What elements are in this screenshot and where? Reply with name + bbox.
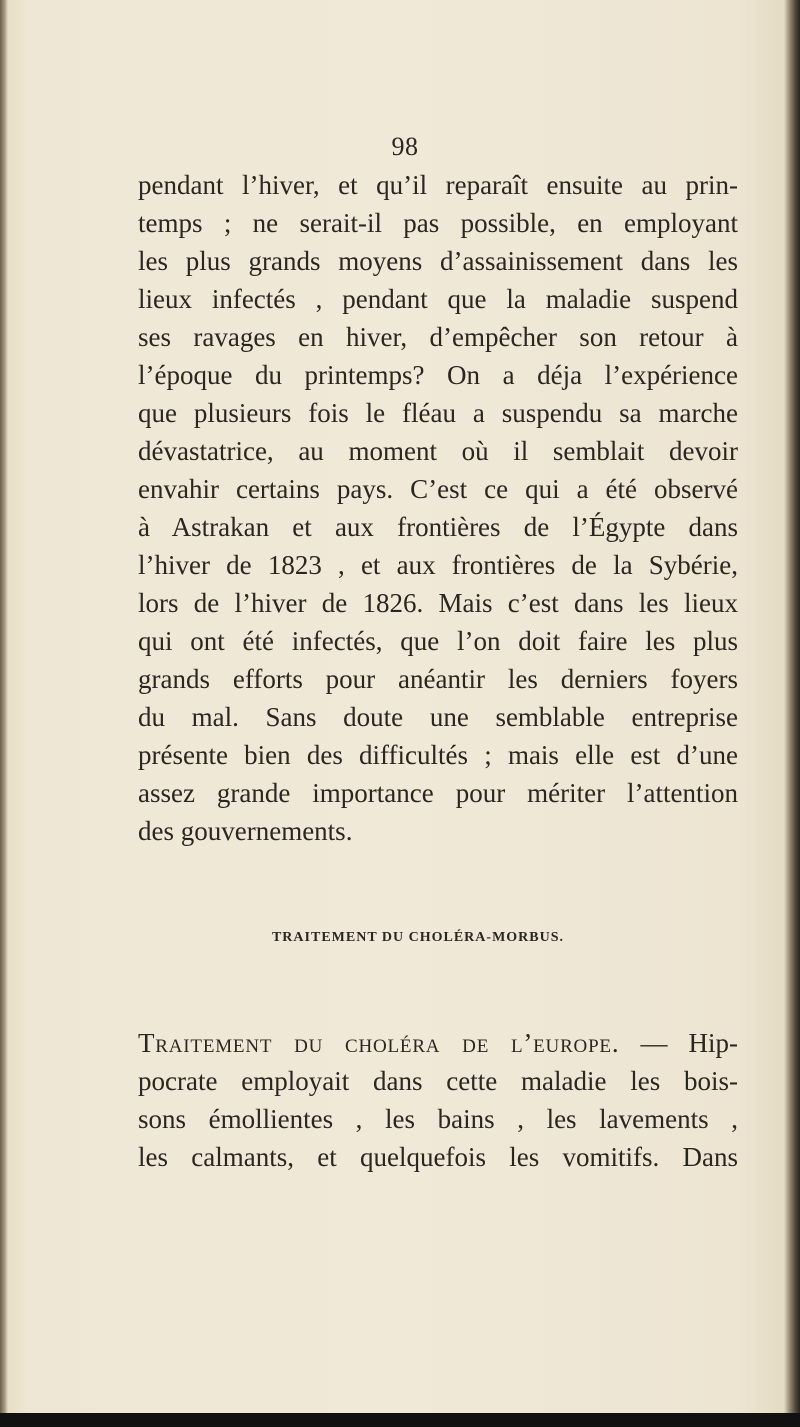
right-page-edge: [784, 0, 800, 1427]
text-line: dévastatrice, au moment où il semblait devoir: [138, 436, 738, 466]
text-line: à Astrakan et aux frontières de l’Égypte dans: [138, 512, 738, 542]
text-line: l’hiver de 1823 , et aux frontières de la Sybérie,: [138, 550, 738, 580]
section-lead-small-caps: Traitement du choléra de l’europe.: [138, 1028, 620, 1058]
text-line: du mal. Sans doute une semblable entreprise: [138, 702, 738, 732]
text-line: ses ravages en hiver, d’empêcher son retour à: [138, 322, 738, 352]
text-line: qui ont été infectés, que l’on doit faire les plus: [138, 626, 738, 656]
text-line: lieux infectés , pendant que la maladie suspend: [138, 284, 738, 314]
text-line: présente bien des difficultés ; mais elle est d’une: [138, 740, 738, 770]
section-lead-rest: — Hip-: [619, 1028, 739, 1058]
text-line: les plus grands moyens d’assainissement dans les: [138, 246, 738, 276]
text-line: lors de l’hiver de 1826. Mais c’est dans les lieux: [138, 588, 738, 618]
text-line: temps ; ne serait-il pas possible, en employant: [138, 208, 738, 238]
text-line: les calmants, et quelquefois les vomitifs. Dans: [138, 1142, 738, 1172]
text-line: que plusieurs fois le fléau a suspendu sa marche: [138, 398, 738, 428]
bottom-scan-border: [0, 1413, 800, 1427]
text-line: pocrate employait dans cette maladie les bois-: [138, 1066, 738, 1096]
section-heading: TRAITEMENT DU CHOLÉRA-MORBUS.: [271, 930, 565, 945]
text-line: grands efforts pour anéantir les derniers foyers: [138, 664, 738, 694]
text-line: des gouvernements.: [138, 816, 353, 846]
text-line: l’époque du printemps? On a déja l’expérience: [138, 360, 738, 390]
text-line: sons émollientes , les bains , les lavements ,: [138, 1104, 738, 1134]
page-number: 98: [391, 132, 419, 161]
text-line: envahir certains pays. C’est ce qui a été observé: [138, 474, 738, 504]
text-line: assez grande importance pour mériter l’attention: [138, 778, 738, 808]
text-line: pendant l’hiver, et qu’il reparaît ensuite au prin-: [138, 170, 738, 200]
section-lead-line: [138, 1024, 738, 1062]
left-page-edge: [0, 0, 8, 1427]
